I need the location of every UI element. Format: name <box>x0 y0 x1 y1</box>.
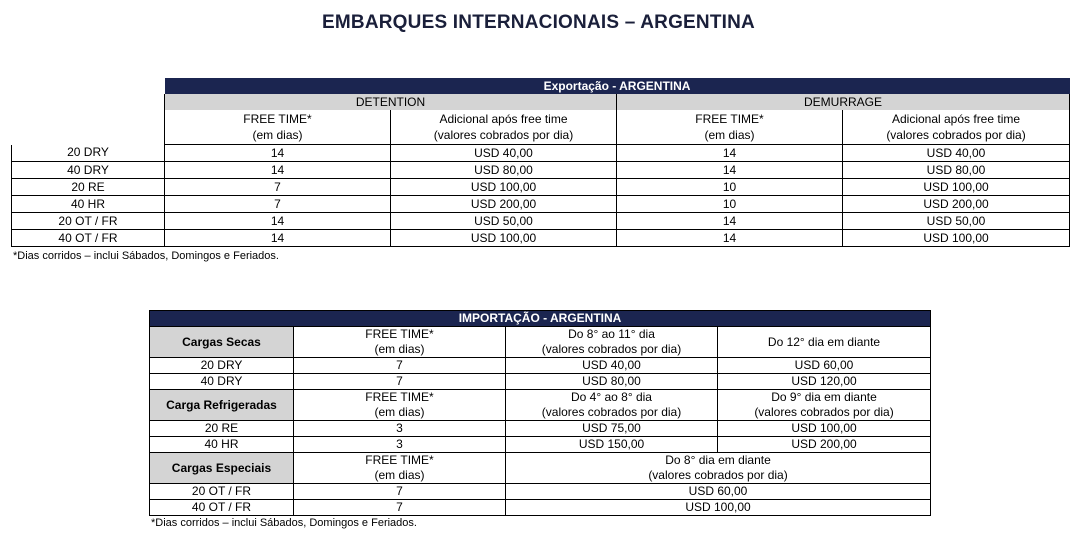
reefer-period2-header: Do 9° dia em diante (valores cobrados por dia) <box>718 390 931 421</box>
detention-header: DETENTION <box>165 94 617 110</box>
export-header: Exportação - ARGENTINA <box>165 78 1070 94</box>
demurrage-header: DEMURRAGE <box>617 94 1070 110</box>
container-type: 20 RE <box>150 421 294 437</box>
reefer-rows <box>150 421 931 453</box>
rate-period-1: USD 80,00 <box>506 374 718 390</box>
container-type: 40 DRY <box>12 162 165 179</box>
table-row <box>150 500 931 516</box>
container-type: 20 DRY <box>12 145 165 162</box>
dry-cargo-label: Cargas Secas <box>150 327 294 358</box>
dry-period2-header: Do 12° dia em diante <box>718 327 931 358</box>
container-type: 40 HR <box>12 196 165 213</box>
table-row <box>12 179 1070 196</box>
demurrage-free-days: 14 <box>617 145 843 162</box>
dry-free-time-header: FREE TIME* (em dias) <box>294 327 506 358</box>
table-row <box>12 162 1070 179</box>
detention-free-days: 7 <box>165 196 391 213</box>
table-row <box>150 374 931 390</box>
detention-additional: USD 50,00 <box>391 213 617 230</box>
import-footnote: *Dias corridos – inclui Sábados, Domingos e Feriados. <box>151 517 417 529</box>
table-row <box>12 230 1070 247</box>
special-period-header: Do 8° dia em diante (valores cobrados por dia) <box>506 453 931 484</box>
detention-additional: USD 40,00 <box>391 145 617 162</box>
free-days: 7 <box>294 374 506 390</box>
special-rows <box>150 484 931 516</box>
table-row <box>150 421 931 437</box>
special-cargo-label: Cargas Especiais <box>150 453 294 484</box>
demurrage-free-days: 14 <box>617 162 843 179</box>
demurrage-free-days: 14 <box>617 213 843 230</box>
export-table <box>11 78 1070 247</box>
dry-rows <box>150 358 931 390</box>
free-days: 7 <box>294 484 506 500</box>
rate-period-2: USD 200,00 <box>718 437 931 453</box>
free-days: 7 <box>294 500 506 516</box>
detention-free-days: 14 <box>165 145 391 162</box>
reefer-period1-header: Do 4° ao 8° dia (valores cobrados por dia) <box>506 390 718 421</box>
rate-period-1: USD 150,00 <box>506 437 718 453</box>
demurrage-free-days: 10 <box>617 196 843 213</box>
detention-additional: USD 200,00 <box>391 196 617 213</box>
table-row <box>150 437 931 453</box>
rate-period-1: USD 100,00 <box>506 500 931 516</box>
demurrage-additional: USD 100,00 <box>843 179 1070 196</box>
demurrage-additional: USD 100,00 <box>843 230 1070 247</box>
det-additional-header: Adicional após free time (valores cobrados por dia) <box>391 110 617 145</box>
reefer-free-time-header: FREE TIME* (em dias) <box>294 390 506 421</box>
container-type: 20 OT / FR <box>12 213 165 230</box>
demurrage-additional: USD 50,00 <box>843 213 1070 230</box>
detention-free-days: 7 <box>165 179 391 196</box>
import-header: IMPORTAÇÃO - ARGENTINA <box>150 311 931 327</box>
free-days: 3 <box>294 437 506 453</box>
rate-period-1: USD 60,00 <box>506 484 931 500</box>
demurrage-free-days: 14 <box>617 230 843 247</box>
free-days: 7 <box>294 358 506 374</box>
demurrage-additional: USD 40,00 <box>843 145 1070 162</box>
dem-additional-header: Adicional após free time (valores cobrados por dia) <box>843 110 1070 145</box>
import-table <box>149 310 931 516</box>
dry-period1-header: Do 8° ao 11° dia (valores cobrados por dia) <box>506 327 718 358</box>
container-type: 40 DRY <box>150 374 294 390</box>
detention-free-days: 14 <box>165 162 391 179</box>
container-type: 40 OT / FR <box>12 230 165 247</box>
rate-period-2: USD 60,00 <box>718 358 931 374</box>
detention-free-days: 14 <box>165 213 391 230</box>
rate-period-2: USD 100,00 <box>718 421 931 437</box>
special-free-time-header: FREE TIME* (em dias) <box>294 453 506 484</box>
page-title: EMBARQUES INTERNACIONAIS – ARGENTINA <box>322 12 755 33</box>
demurrage-additional: USD 200,00 <box>843 196 1070 213</box>
container-type: 20 DRY <box>150 358 294 374</box>
detention-additional: USD 80,00 <box>391 162 617 179</box>
detention-additional: USD 100,00 <box>391 230 617 247</box>
dem-free-time-header: FREE TIME* (em dias) <box>617 110 843 145</box>
free-days: 3 <box>294 421 506 437</box>
container-type: 40 HR <box>150 437 294 453</box>
container-type: 40 OT / FR <box>150 500 294 516</box>
demurrage-free-days: 10 <box>617 179 843 196</box>
detention-additional: USD 100,00 <box>391 179 617 196</box>
table-row <box>150 358 931 374</box>
container-type: 20 OT / FR <box>150 484 294 500</box>
detention-free-days: 14 <box>165 230 391 247</box>
det-free-time-header: FREE TIME* (em dias) <box>165 110 391 145</box>
table-row <box>12 213 1070 230</box>
table-row <box>12 145 1070 162</box>
demurrage-additional: USD 80,00 <box>843 162 1070 179</box>
table-row <box>12 196 1070 213</box>
export-footnote: *Dias corridos – inclui Sábados, Domingos e Feriados. <box>13 250 279 262</box>
table-row <box>150 484 931 500</box>
rate-period-1: USD 40,00 <box>506 358 718 374</box>
rate-period-2: USD 120,00 <box>718 374 931 390</box>
reefer-cargo-label: Carga Refrigeradas <box>150 390 294 421</box>
rate-period-1: USD 75,00 <box>506 421 718 437</box>
container-type: 20 RE <box>12 179 165 196</box>
